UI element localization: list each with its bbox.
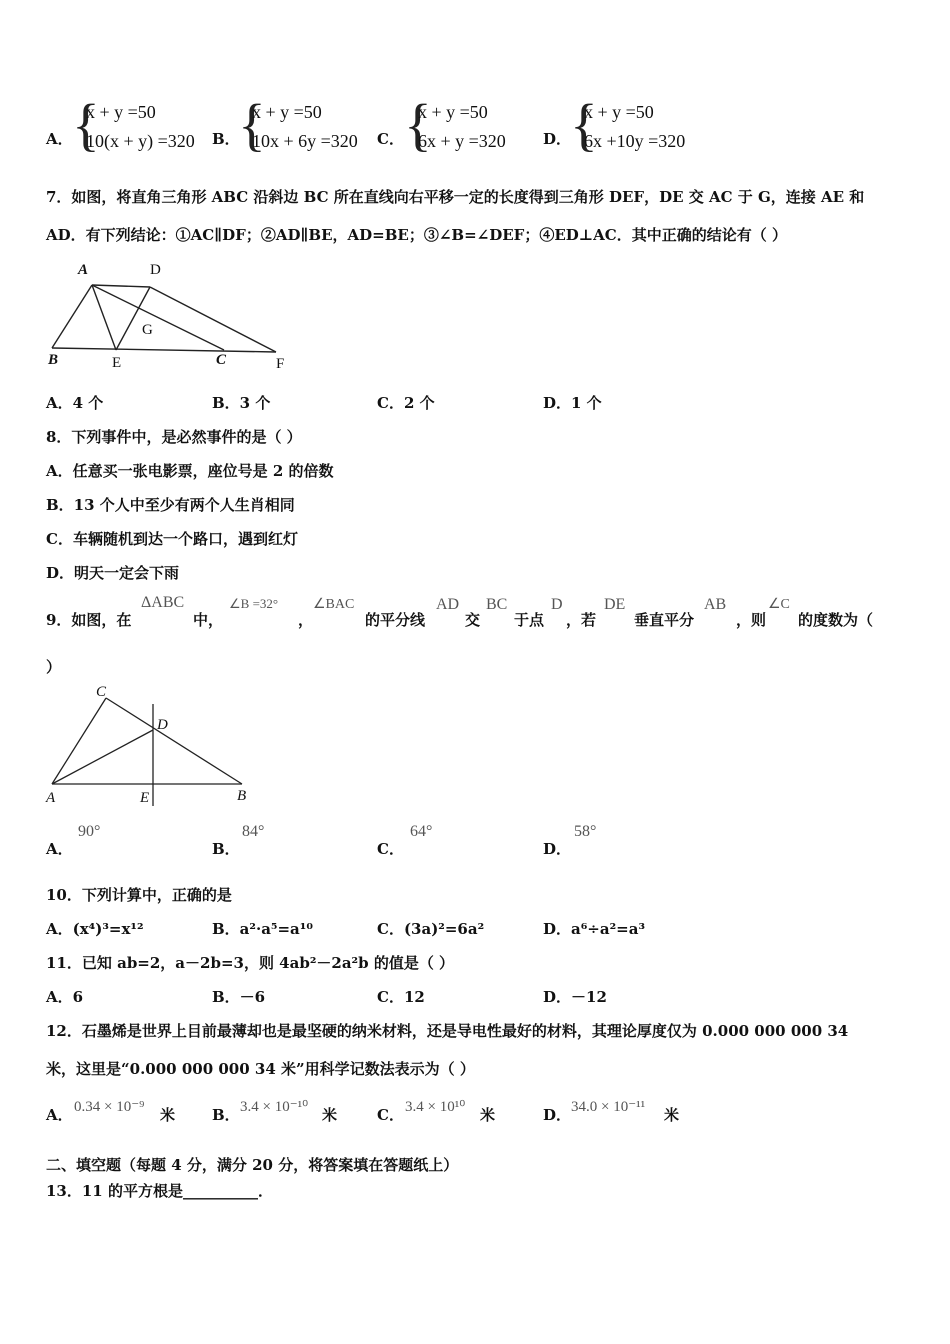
q6-option-c-label: C． <box>377 130 404 148</box>
q7-stem-line2: AD．有下列结论：①AC∥DF；②AD∥BE，AD=BE；③∠B=∠DEF；④ED⊥AC．其中正确的结论有（ ） <box>46 226 787 244</box>
q6-option-d-eq2: 6x +10y =320 <box>584 131 686 151</box>
line-ad <box>52 730 153 784</box>
q9-option-a-label: A． <box>46 840 73 858</box>
label-g: G <box>142 322 153 338</box>
q12-option-d-unit: 米 <box>664 1106 680 1124</box>
q11-option-a: A．6 <box>46 988 84 1006</box>
q9-stem-part: 于点 <box>514 611 545 629</box>
q6-option-d-eq1: x + y =50 <box>584 102 654 122</box>
line-bf <box>52 348 276 352</box>
q9-option-c-value: 64° <box>410 823 433 840</box>
q12-option-c-unit: 米 <box>480 1106 496 1124</box>
label-b: B <box>237 788 247 804</box>
q7-stem-line1: 7．如图，将直角三角形 ABC 沿斜边 BC 所在直线向右平移一定的长度得到三角形 DEF，DE 交 AC 于 G，连接 AE 和 <box>46 188 865 206</box>
q6-option-b-label: B． <box>212 130 240 148</box>
line-ac <box>52 698 106 784</box>
label-a: A <box>78 262 89 278</box>
q10-stem: 10．下列计算中，正确的是 <box>46 886 232 904</box>
q11-option-c: C．12 <box>377 988 425 1006</box>
q12-option-b-unit: 米 <box>322 1106 338 1124</box>
q9-math-angle-b: ∠B =32° <box>229 596 279 611</box>
brace-icon: { <box>404 92 432 157</box>
q9-math-d: D <box>551 596 563 613</box>
q9-math-ab: AB <box>704 596 727 613</box>
q9-stem-part: 交 <box>465 611 481 629</box>
q10-option-b: B．a²·a⁵=a¹⁰ <box>212 920 313 938</box>
q12-option-b-value: 3.4 × 10⁻¹⁰ <box>240 1099 309 1115</box>
q9-option-c-label: C． <box>377 840 404 858</box>
q6-option-a-eq2: 10(x + y) =320 <box>86 131 195 151</box>
q7-option-b: B．3 个 <box>212 394 271 412</box>
q8-stem: 8．下列事件中，是必然事件的是（ ） <box>46 428 302 446</box>
q9-stem-part: 的度数为（ <box>798 611 874 629</box>
q9-stem-part: ，若 <box>566 611 597 629</box>
q9-option-a-value: 90° <box>78 823 101 840</box>
label-e: E <box>140 790 150 806</box>
label-f: F <box>276 356 285 372</box>
q9-math-angle-bac: ∠BAC <box>313 597 355 612</box>
q12-stem-line2: 米，这里是“0.000 000 000 34 米”用科学记数法表示为（ ） <box>46 1060 475 1078</box>
q8-option-a: A．任意买一张电影票，座位号是 2 的倍数 <box>46 462 334 480</box>
q12-option-a-value: 0.34 × 10⁻⁹ <box>74 1099 145 1115</box>
line-ab <box>52 285 92 348</box>
q9-stem-part: ，则 <box>736 611 767 629</box>
q12-option-b-label: B． <box>212 1106 240 1124</box>
label-c: C <box>216 352 227 368</box>
brace-icon: { <box>570 92 598 157</box>
q12-option-a-unit: 米 <box>160 1106 176 1124</box>
q6-option-c-eq2: 6x + y =320 <box>418 131 506 151</box>
label-d: D <box>157 717 168 733</box>
q11-stem: 11．已知 ab=2，a－2b=3，则 4ab²－2a²b 的值是（ ） <box>46 954 455 972</box>
q9-math-de: DE <box>604 596 626 613</box>
q6-option-b-eq1: x + y =50 <box>252 102 322 122</box>
q9-stem-part: 9．如图，在 <box>46 611 132 629</box>
q10-option-a: A．(x⁴)³=x¹² <box>46 920 144 938</box>
q12-stem-line1: 12．石墨烯是世界上目前最薄却也是最坚硬的纳米材料，还是导电性最好的材料，其理论厚度仅为 0.000 000 000 34 <box>46 1022 849 1040</box>
line-cb <box>106 698 242 784</box>
line-df <box>150 287 276 352</box>
brace-icon: { <box>238 92 266 157</box>
label-d: D <box>150 262 161 278</box>
q12-option-d-value: 34.0 × 10⁻¹¹ <box>571 1099 646 1115</box>
label-a: A <box>46 790 56 806</box>
q9-stem-part: ， <box>298 611 314 629</box>
q10-option-d: D．a⁶÷a²=a³ <box>543 920 646 938</box>
q13-text: 13．11 的平方根是__________． <box>46 1182 273 1200</box>
q9-option-d-value: 58° <box>574 823 597 840</box>
q6-option-a-label: A． <box>46 130 73 148</box>
q11-option-b: B．－6 <box>212 988 266 1006</box>
q6-option-b-eq2: 10x + 6y =320 <box>252 131 358 151</box>
label-b: B <box>48 352 59 368</box>
q12-option-d-label: D． <box>543 1106 572 1124</box>
q9-option-b-value: 84° <box>242 823 265 840</box>
q6-option-d-label: D． <box>543 130 572 148</box>
section-title: 二、填空题（每题 4 分，满分 20 分，将答案填在答题纸上） <box>46 1156 459 1174</box>
q7-option-c: C．2 个 <box>377 394 435 412</box>
q9-stem-close: ） <box>46 658 62 676</box>
q8-option-b: B．13 个人中至少有两个人生肖相同 <box>46 496 295 514</box>
label-e: E <box>112 355 122 371</box>
q9-option-b-label: B． <box>212 840 240 858</box>
q12-option-c-value: 3.4 × 10¹⁰ <box>405 1099 466 1115</box>
q12-option-a-label: A． <box>46 1106 73 1124</box>
q9-stem-part: 的平分线 <box>365 611 426 629</box>
q8-option-d: D．明天一定会下雨 <box>46 564 180 582</box>
q9-math-bc: BC <box>486 596 508 613</box>
brace-icon: { <box>72 92 100 157</box>
line-de <box>116 287 150 350</box>
q7-option-d: D．1 个 <box>543 394 602 412</box>
q6-option-a-eq1: x + y =50 <box>86 102 156 122</box>
q10-option-c: C．(3a)²=6a² <box>377 920 485 938</box>
q7-option-a: A．4 个 <box>46 394 104 412</box>
q9-math-ad: AD <box>436 596 460 613</box>
q9-math-angle-c: ∠C <box>768 597 790 612</box>
q9-option-d-label: D． <box>543 840 572 858</box>
q9-stem-part: 垂直平分 <box>634 611 695 629</box>
q11-option-d: D．－12 <box>543 988 607 1006</box>
q8-option-c: C．车辆随机到达一个路口，遇到红灯 <box>46 530 298 548</box>
q9-stem-part: 中， <box>193 611 224 629</box>
label-c: C <box>96 684 107 700</box>
q9-figure <box>44 684 264 808</box>
line-ad <box>92 285 150 287</box>
q12-option-c-label: C． <box>377 1106 404 1124</box>
q6-option-c-eq1: x + y =50 <box>418 102 488 122</box>
q9-math-triangle: ΔABC <box>141 594 185 611</box>
q7-figure <box>44 255 304 375</box>
